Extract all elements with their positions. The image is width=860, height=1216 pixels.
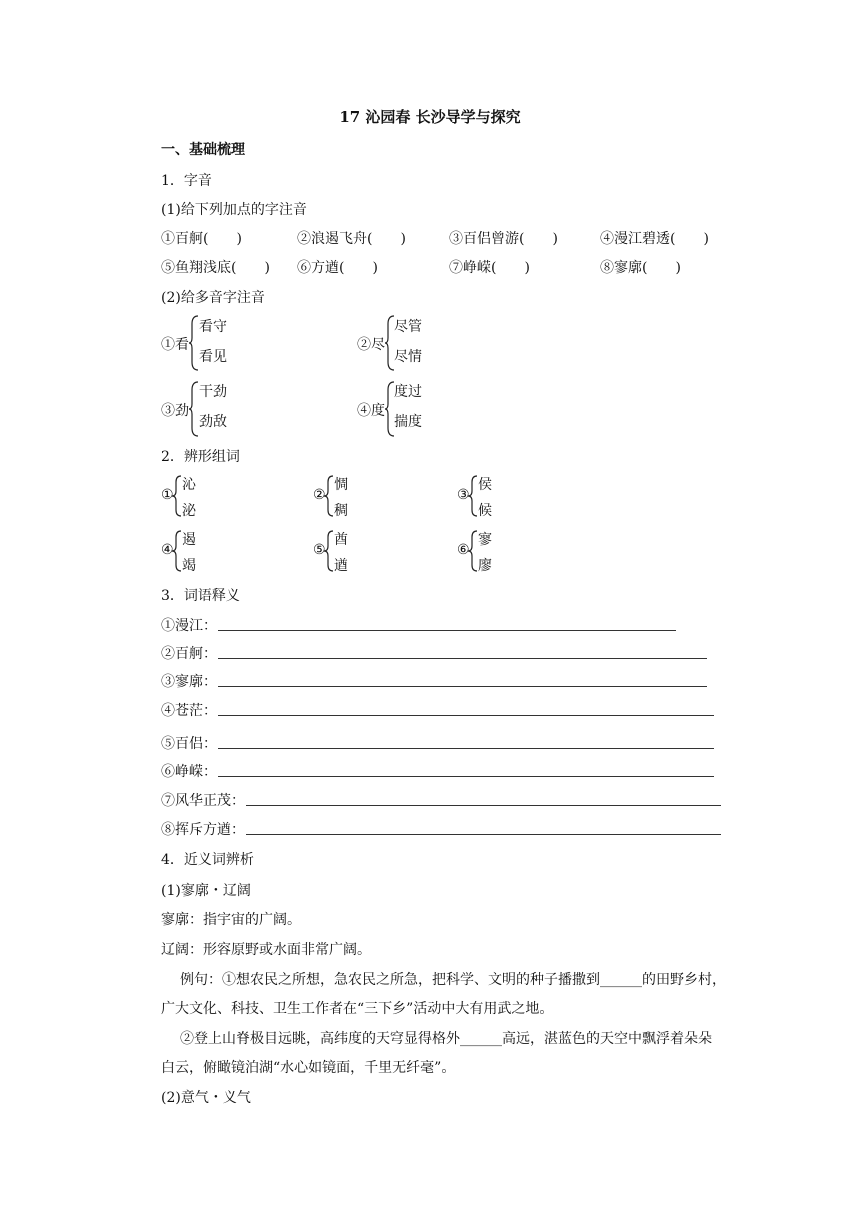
question-text: (2)给多音字注音 — [161, 290, 265, 306]
brace-icon — [172, 529, 182, 573]
subsection-heading: 3．词语释义 — [161, 588, 240, 604]
answer-line[interactable] — [246, 805, 721, 806]
definition-label: ⑦风华正茂： — [161, 793, 245, 809]
shape-char: 泌 — [182, 503, 196, 519]
example-text: ②登上山脊极目远眺，高纬度的天穹显得格外______高远，湛蓝色的天空中飘浮着朵朵 — [180, 1031, 712, 1047]
shape-label: ⑥ — [457, 542, 470, 558]
shape-char: 遒 — [334, 558, 348, 574]
shape-char: 侯 — [478, 477, 492, 493]
page-title: 17 沁园春 长沙导学与探究 — [339, 108, 521, 126]
poly-word: 看守 — [199, 319, 227, 335]
brace-icon — [324, 529, 334, 573]
brace-icon — [189, 380, 199, 438]
poly-word: 尽情 — [394, 349, 422, 365]
pinyin-item: ⑦峥嵘( ) — [449, 260, 530, 276]
answer-line[interactable] — [246, 834, 721, 835]
pinyin-item: ④漫江碧透( ) — [600, 231, 709, 247]
answer-line[interactable] — [218, 686, 707, 687]
brace-icon — [189, 314, 199, 372]
brace-icon — [468, 474, 478, 518]
question-text: (1)给下列加点的字注音 — [161, 202, 307, 218]
pinyin-item: ⑥方遒( ) — [297, 260, 378, 276]
shape-char: 沁 — [182, 477, 196, 493]
definition-label: ⑥峥嵘： — [161, 764, 217, 780]
definition-text: 寥廓：指宇宙的广阔。 — [161, 912, 301, 928]
definition-label: ①漫江： — [161, 618, 217, 634]
poly-label: ③劲 — [161, 403, 189, 419]
answer-line[interactable] — [218, 776, 714, 777]
subsection-heading: 1．字音 — [161, 173, 212, 189]
definition-label: ④苍茫： — [161, 703, 217, 719]
brace-icon — [468, 529, 478, 573]
answer-line[interactable] — [218, 658, 707, 659]
question-text: (1)寥廓・辽阔 — [161, 883, 251, 899]
brace-icon — [172, 474, 182, 518]
poly-word: 干劲 — [199, 384, 227, 400]
shape-label: ④ — [161, 542, 174, 558]
shape-label: ① — [161, 487, 174, 503]
pinyin-item: ②浪遏飞舟( ) — [297, 231, 406, 247]
pinyin-item: ⑧寥廓( ) — [600, 260, 681, 276]
shape-char: 候 — [478, 503, 492, 519]
section-heading: 一、基础梳理 — [161, 142, 245, 158]
definition-label: ⑧挥斥方遒： — [161, 822, 245, 838]
question-text: (2)意气・义气 — [161, 1090, 251, 1106]
poly-word: 劲敌 — [199, 414, 227, 430]
shape-char: 稠 — [334, 503, 348, 519]
example-text: 例句：①想农民之所想，急农民之所急，把科学、文明的种子播撒到______的田野乡村， — [180, 972, 726, 988]
definition-label: ②百舸： — [161, 646, 217, 662]
shape-label: ③ — [457, 487, 470, 503]
shape-char: 遏 — [182, 532, 196, 548]
poly-word: 揣度 — [394, 414, 422, 430]
shape-char: 酋 — [334, 532, 348, 548]
poly-label: ①看 — [161, 337, 189, 353]
poly-label: ④度 — [357, 403, 385, 419]
answer-line[interactable] — [218, 748, 714, 749]
poly-word: 尽管 — [394, 319, 422, 335]
shape-label: ② — [313, 487, 326, 503]
definition-text: 辽阔：形容原野或水面非常广阔。 — [161, 942, 371, 958]
pinyin-item: ⑤鱼翔浅底( ) — [161, 260, 270, 276]
pinyin-item: ①百舸( ) — [161, 231, 242, 247]
poly-word: 看见 — [199, 349, 227, 365]
definition-label: ③寥廓： — [161, 674, 217, 690]
example-text: 白云，俯瞰镜泊湖“水心如镜面，千里无纤毫”。 — [161, 1060, 456, 1076]
answer-line[interactable] — [218, 630, 676, 631]
shape-char: 惆 — [334, 477, 348, 493]
subsection-heading: 2．辨形组词 — [161, 449, 240, 465]
answer-line[interactable] — [218, 715, 714, 716]
shape-char: 廖 — [478, 558, 492, 574]
definition-label: ⑤百侣： — [161, 736, 217, 752]
pinyin-item: ③百侣曾游( ) — [449, 231, 558, 247]
poly-word: 度过 — [394, 384, 422, 400]
poly-label: ②尽 — [357, 337, 385, 353]
shape-char: 寥 — [478, 532, 492, 548]
subsection-heading: 4．近义词辨析 — [161, 852, 254, 868]
example-text: 广大文化、科技、卫生工作者在“三下乡”活动中大有用武之地。 — [161, 1001, 554, 1017]
shape-char: 竭 — [182, 558, 196, 574]
brace-icon — [324, 474, 334, 518]
shape-label: ⑤ — [313, 542, 326, 558]
